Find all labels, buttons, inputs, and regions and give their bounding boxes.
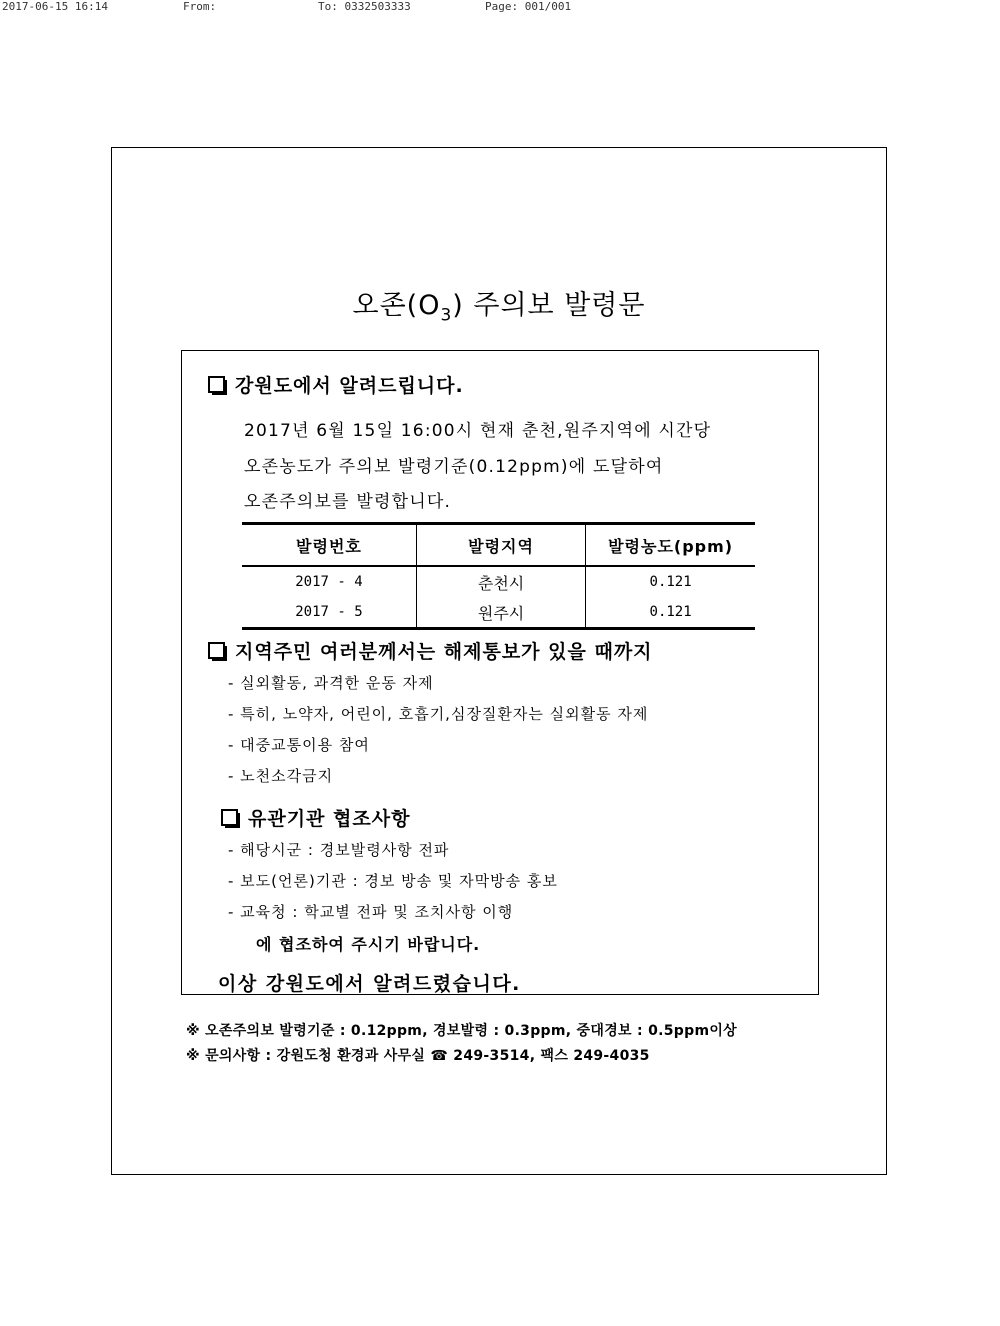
section3-heading-text: 유관기관 협조사항: [248, 808, 411, 830]
table-header-row: [242, 524, 755, 567]
list-item: - 해당시군 : 경보발령사항 전파: [228, 841, 450, 859]
title-subscript: 3: [440, 305, 453, 326]
note-contact: ※ 문의사항 : 강원도청 환경과 사무실 ☎ 249-3514, 팩스 249-4035: [186, 1048, 650, 1064]
list-item: - 교육청 : 학교별 전파 및 조치사항 이행: [228, 903, 514, 921]
table-cell: 2017 - 4: [295, 574, 363, 590]
list-item: - 실외활동, 과격한 운동 자제: [228, 674, 434, 692]
table-header: 발령지역: [416, 524, 585, 567]
fax-to: To: 0332503333: [318, 0, 411, 13]
section2-heading: [208, 637, 653, 664]
table-cell: 0.121: [586, 597, 755, 629]
section1-line-3: 오존주의보를 발령합니다.: [244, 492, 452, 512]
alert-table: [242, 522, 755, 630]
title-suffix: ) 주의보 발령문: [452, 290, 646, 321]
section1-line-1: 2017년 6월 15일 16:00시 현재 춘천,원주지역에 시간당: [244, 421, 712, 441]
table-cell: 2017 - 5: [295, 604, 363, 620]
fax-from: From:: [183, 0, 217, 13]
closing-line: 이상 강원도에서 알려드렸습니다.: [218, 973, 521, 995]
table-row: [242, 566, 755, 597]
page-title: [111, 283, 887, 325]
title-prefix: 오존(O: [352, 290, 441, 321]
list-item: - 대중교통이용 참여: [228, 736, 370, 754]
table-cell: 춘천시: [416, 566, 585, 597]
table-header: 발령농도(ppm): [586, 524, 755, 567]
list-item: - 노천소각금지: [228, 767, 334, 785]
fax-page: Page: 001/001: [485, 0, 572, 13]
table-header: 발령번호: [242, 524, 416, 567]
section2-heading-text: 지역주민 여러분께서는 해제통보가 있을 때까지: [235, 641, 653, 663]
fax-datetime: 2017-06-15 16:14: [2, 0, 108, 13]
table-row: [242, 597, 755, 629]
checkbox-icon: [208, 376, 225, 393]
section1-line-2: 오존농도가 주의보 발령기준(0.12ppm)에 도달하여: [244, 457, 664, 477]
section1-heading: [208, 371, 464, 398]
cooperation-request: 에 협조하여 주시기 바랍니다.: [256, 935, 481, 954]
table-cell: 0.121: [586, 566, 755, 597]
list-item: - 특히, 노약자, 어린이, 호흡기,심장질환자는 실외활동 자제: [228, 705, 649, 723]
list-item: - 보도(언론)기관 : 경보 방송 및 자막방송 홍보: [228, 872, 558, 890]
fax-header: [0, 0, 1000, 16]
checkbox-icon: [221, 809, 238, 826]
checkbox-icon: [208, 642, 225, 659]
section1-heading-text: 강원도에서 알려드립니다.: [235, 375, 464, 397]
note-criteria: ※ 오존주의보 발령기준 : 0.12ppm, 경보발령 : 0.3ppm, 중대경보 : 0.5ppm이상: [186, 1023, 737, 1039]
section3-heading: [221, 804, 410, 831]
table-cell: 원주시: [416, 597, 585, 629]
